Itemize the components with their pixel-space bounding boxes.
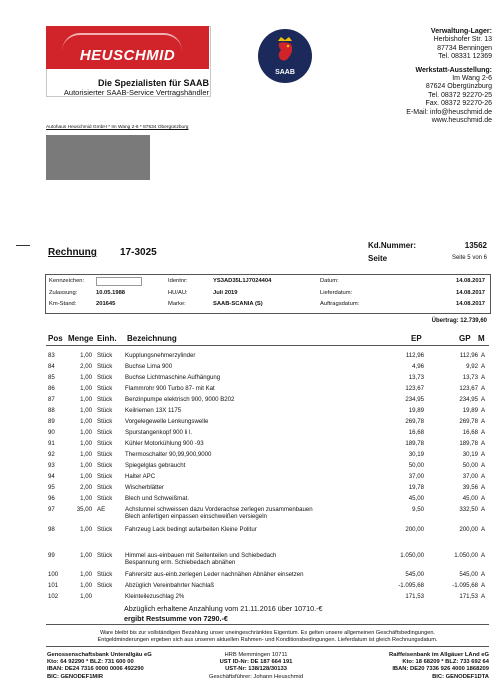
cell-ep: 9,50 (412, 506, 424, 513)
cell-einh: Stück (97, 552, 113, 559)
identnr-label: Identnr: (168, 278, 188, 284)
kennzeichen-label: Kennzeichen: (49, 278, 85, 284)
cell-m: A (481, 407, 486, 414)
registry-ust-nr: UST-Nr: 138/128/30133 (225, 666, 287, 673)
redacted-recipient-address (46, 135, 150, 180)
cell-bez: Kupplungsnehmerzylinder (125, 352, 196, 359)
cell-ep: 37,00 (408, 473, 424, 480)
saab-logo-text: SAAB (275, 69, 295, 76)
footer-divider (46, 646, 489, 647)
bank1-kto: Kto: 64 92290 * BLZ: 731 600 00 (47, 659, 134, 666)
bank2-block (351, 652, 489, 681)
address-line: Verwaltung-Lager: (430, 28, 492, 35)
cell-gp: 269,78 (459, 418, 478, 425)
cell-einh: Stück (97, 374, 113, 381)
customer-number-value: 13562 (464, 241, 487, 250)
lieferdatum-value: 14.08.2017 (455, 290, 485, 296)
cell-menge: 1,00 (80, 396, 92, 403)
cell-m: A (481, 526, 486, 533)
cell-bez: Vorgelegewelle Lenkungswelle (125, 418, 209, 425)
address-line: 87734 Benningen (437, 44, 492, 52)
cell-bez: Achstunnel schweissen dazu Vorderachse zerlegen zusammenbauen (125, 506, 313, 513)
kennzeichen-field (96, 277, 142, 286)
cell-ep: 13,73 (408, 374, 424, 381)
carryover-total: Übertrag: 12.739,60 (431, 318, 487, 324)
identnr-value: YS3AD35L1J7024404 (213, 278, 272, 284)
cell-einh: Stück (97, 451, 113, 458)
cell-gp: 37,00 (462, 473, 478, 480)
cell-gp: 19,89 (462, 407, 478, 414)
terms-line-1: Ware bleibt bis zur vollständigen Bezahlung unser uneingeschränktes Eigentum. Es gelten unsere allgemeinen Geschäftsbedingungen. (99, 630, 435, 636)
cell-ep: 171,53 (405, 593, 424, 600)
cell-einh: Stück (97, 440, 113, 447)
cell-menge: 1,00 (80, 440, 92, 447)
cell-menge: 1,00 (80, 473, 92, 480)
cell-pos: 85 (48, 374, 55, 381)
cell-bez: Flammrohr 900 Turbo 87- mit Kat (125, 385, 215, 392)
col-menge-header: Menge (68, 334, 94, 343)
cell-einh: Stück (97, 385, 113, 392)
col-bez-header: Bezeichnung (127, 334, 177, 343)
cell-pos: 102 (48, 593, 59, 600)
address-line: 87624 Obergünzburg (425, 83, 492, 91)
cell-bez: Keilriemen 13X 1175 (125, 407, 182, 414)
cell-ep: 200,00 (405, 526, 424, 533)
cell-m: A (481, 363, 486, 370)
cell-bez: Fahrersitz aus-einb.zerlegen Leder nachnähen Abnäher einsetzen (125, 571, 304, 578)
cell-ep: -1.095,68 (398, 582, 424, 589)
cell-bez: Kleinteilezuschlag 2% (125, 593, 185, 600)
cell-bez: Kühler Motorkühlung 900 -93 (125, 440, 204, 447)
cell-menge: 1,00 (80, 385, 92, 392)
cell-m: A (481, 506, 486, 513)
cell-m: A (481, 396, 486, 403)
cell-menge: 1,00 (80, 462, 92, 469)
cell-menge: 1,00 (80, 552, 92, 559)
remaining-total: ergibt Restsumme von 7290.-€ (124, 614, 228, 623)
cell-pos: 101 (48, 582, 59, 589)
cell-menge: 1,00 (80, 451, 92, 458)
cell-bez: Buchse Lichtmaschine Aufhängung (125, 374, 221, 381)
cell-m: A (481, 484, 486, 491)
cell-ep: 545,00 (405, 571, 424, 578)
cell-ep: 112,96 (405, 352, 424, 359)
cell-gp: 112,96 (459, 352, 478, 359)
col-m-header: M (478, 334, 485, 343)
cell-gp: 200,00 (459, 526, 478, 533)
cell-bez: Fahrzeug Lack bedingt aufarbeiten Kleine Politur (125, 526, 257, 533)
lieferdatum-label: Lieferdatum: (320, 290, 353, 296)
cell-m: A (481, 473, 486, 480)
cell-einh: Stück (97, 495, 113, 502)
bank2-iban: IBAN: DE20 7336 926 4000 1868209 (392, 666, 489, 673)
bank2-bic: BIC: GENODEF1DTA (432, 673, 489, 680)
cell-gp: 1.050,00 (454, 552, 478, 559)
cell-menge: 1,00 (80, 352, 92, 359)
page-label: Seite (368, 254, 388, 263)
registry-ust-id: UST ID-Nr: DE 187 664 191 (219, 659, 293, 666)
cell-bez: Halter APC (125, 473, 156, 480)
cell-gp: 13,73 (462, 374, 478, 381)
cell-einh: Stück (97, 363, 113, 370)
cell-ep: 123,67 (405, 385, 424, 392)
marke-label: Marke: (168, 301, 186, 307)
cell-ep: 4,96 (412, 363, 424, 370)
cell-m: A (481, 593, 486, 600)
cell-menge: 35,00 (76, 506, 92, 513)
col-ep-header: EP (411, 334, 422, 343)
col-gp-header: GP (459, 334, 471, 343)
bank2-name: Raiffeisenbank im Allgäuer LAnd eG (389, 652, 489, 658)
cell-pos: 84 (48, 363, 55, 370)
cell-pos: 95 (48, 484, 55, 491)
cell-menge: 1,00 (80, 571, 92, 578)
cell-pos: 88 (48, 407, 55, 414)
cell-m: A (481, 582, 486, 589)
cell-menge: 1,00 (80, 593, 92, 600)
datum-label: Datum: (320, 278, 339, 284)
address-line: www.heuschmid.de (431, 117, 492, 124)
cell-gp: 16,68 (462, 429, 478, 436)
registry-hrb: HRB Memmingen 10711 (224, 652, 288, 658)
cell-gp: 9,92 (466, 363, 478, 370)
cell-pos: 94 (48, 473, 55, 480)
cell-gp: 39,56 (462, 484, 478, 491)
company-registry-block (196, 652, 316, 681)
cell-bez: Himmel aus-einbauen mit Seitenteilen und Schiebedach (125, 552, 277, 559)
cell-gp: 30,19 (462, 451, 478, 458)
table-bottom-divider (46, 624, 489, 625)
cell-bez: Spiegelglas gebraucht (125, 462, 186, 469)
auftragsdatum-value: 14.08.2017 (455, 301, 485, 307)
cell-pos: 99 (48, 552, 55, 559)
cell-m: A (481, 352, 486, 359)
cell-m: A (481, 374, 486, 381)
cell-menge: 1,00 (80, 582, 92, 589)
cell-menge: 1,00 (80, 495, 92, 502)
cell-ep: 16,68 (408, 429, 424, 436)
zulassung-label: Zulassung: (49, 290, 78, 296)
cell-einh: Stück (97, 473, 113, 480)
cell-einh: Stück (97, 352, 113, 359)
address-line: Tel. 08372 92270-25 (428, 91, 492, 99)
cell-m: A (481, 462, 486, 469)
cell-m: A (481, 571, 486, 578)
cell-bez-continued: Bespannung erm. Schiebedach abnähen (125, 559, 236, 566)
kmstand-value: 201645 (96, 301, 116, 307)
bank1-bic: BIC: GENODEF1MIR (47, 673, 104, 680)
cell-menge: 1,00 (80, 407, 92, 414)
cell-menge: 2,00 (80, 484, 92, 491)
cell-pos: 93 (48, 462, 55, 469)
huau-label: HU/AU: (168, 290, 188, 296)
cell-m: A (481, 495, 486, 502)
cell-bez: Blech und Schweißmat. (125, 495, 190, 502)
cell-bez: Thermoschalter 90,99,900,9000 (125, 451, 212, 458)
cell-einh: Stück (97, 418, 113, 425)
cell-bez: Spurstangenkopf 900 li l. (125, 429, 193, 436)
zulassung-value: 10.05.1988 (96, 290, 126, 296)
address-line: Werkstatt-Ausstellung: (415, 66, 492, 74)
address-line: Fax. 08372 92270-26 (425, 100, 492, 108)
cell-gp: 171,53 (459, 593, 478, 600)
cell-pos: 90 (48, 429, 55, 436)
cell-einh: Stück (97, 396, 113, 403)
company-tagline: Die Spezialisten für SAAB (97, 78, 209, 88)
logo-text: HEUSCHMID (79, 47, 176, 64)
cell-einh: AE (97, 506, 106, 513)
cell-pos: 98 (48, 526, 55, 533)
cell-bez-continued: Blech anfertigen einpassen einschweißen versiegeln (125, 513, 267, 520)
cell-menge: 2,00 (80, 363, 92, 370)
datum-value: 14.08.2017 (455, 278, 485, 284)
cell-einh: Stück (97, 484, 113, 491)
cell-menge: 1,00 (80, 526, 92, 533)
marke-value: SAAB-SCANIA (S) (213, 301, 263, 307)
cell-m: A (481, 418, 486, 425)
cell-gp: 50,00 (462, 462, 478, 469)
cell-ep: 234,95 (405, 396, 424, 403)
terms-line-2: Entgeldminderungen ergeben sich aus unseren aktuellen Rahmen- und Konditionsbedingungen. Lieferdatum ist gleich Rechnungsdatum. (97, 637, 438, 643)
bank1-block (47, 652, 152, 681)
cell-bez: Benzinpumpe elektrisch 900, 9000 B202 (125, 396, 235, 403)
griffin-icon (268, 37, 302, 67)
cell-pos: 87 (48, 396, 55, 403)
cell-ep: 1.050,00 (400, 552, 424, 559)
cell-gp: 545,00 (459, 571, 478, 578)
bank1-iban: IBAN: DE24 7316 0000 0006 492290 (47, 666, 144, 673)
huau-value: Juli 2019 (213, 290, 238, 296)
cell-pos: 100 (48, 571, 59, 578)
cell-einh: Stück (97, 582, 113, 589)
cell-ep: 19,89 (408, 407, 424, 414)
cell-pos: 86 (48, 385, 55, 392)
page-value: Seite 5 von 6 (451, 255, 487, 261)
address-line: Tel. 08331 12369 (438, 53, 492, 61)
cell-bez: Wischerblätter (125, 484, 164, 491)
address-line: Im Wang 2-6 (452, 75, 492, 82)
cell-pos: 97 (48, 506, 55, 513)
cell-ep: 269,78 (405, 418, 424, 425)
address-line: E-Mail: info@heuschmid.de (406, 108, 492, 116)
cell-bez: Buchse Lima 900 (125, 363, 173, 370)
cell-gp: 332,50 (459, 506, 478, 513)
fold-mark (16, 245, 30, 246)
cell-gp: -1.095,68 (452, 582, 478, 589)
cell-pos: 92 (48, 451, 55, 458)
invoice-title: Rechnung (48, 247, 97, 258)
registry-managing-director: Geschäftsführer: Johann Heuschmid (208, 673, 304, 680)
table-header-divider (46, 345, 489, 346)
cell-ep: 19,78 (408, 484, 424, 491)
cell-ep: 50,00 (408, 462, 424, 469)
auftragsdatum-label: Auftragsdatum: (320, 301, 360, 307)
bank2-kto: Kto: 18 68209 * BLZ: 733 692 64 (402, 659, 489, 666)
cell-bez: Abzüglich Vereinbahrter Nachlaß (125, 582, 215, 589)
sender-line: Autohaus Heuschmid GmbH * Im Wang 2-6 * 87634 Obergünzburg (46, 125, 189, 130)
bank1-name: Genossenschaftsbank Unterallgäu eG (47, 652, 152, 658)
cell-pos: 91 (48, 440, 55, 447)
cell-ep: 189,78 (405, 440, 424, 447)
cell-ep: 30,19 (408, 451, 424, 458)
cell-m: A (481, 552, 486, 559)
cell-gp: 234,95 (459, 396, 478, 403)
cell-menge: 1,00 (80, 429, 92, 436)
cell-einh: Stück (97, 571, 113, 578)
cell-ep: 45,00 (408, 495, 424, 502)
cell-m: A (481, 440, 486, 447)
customer-number-label: Kd.Nummer: (368, 241, 417, 250)
invoice-number: 17-3025 (120, 247, 157, 258)
cell-m: A (481, 385, 486, 392)
cell-menge: 1,00 (80, 374, 92, 381)
cell-einh: Stück (97, 526, 113, 533)
col-einh-header: Einh. (97, 334, 117, 343)
cell-menge: 1,00 (80, 418, 92, 425)
cell-pos: 96 (48, 495, 55, 502)
cell-m: A (481, 451, 486, 458)
cell-einh: Stück (97, 462, 113, 469)
company-subtagline: Autorisierter SAAB-Service Vertragshändler (63, 88, 209, 97)
cell-m: A (481, 429, 486, 436)
cell-gp: 45,00 (462, 495, 478, 502)
cell-einh: Stück (97, 407, 113, 414)
cell-gp: 123,67 (459, 385, 478, 392)
cell-pos: 83 (48, 352, 55, 359)
cell-gp: 189,78 (459, 440, 478, 447)
address-line: Herbishofer Str. 13 (433, 36, 492, 44)
kmstand-label: Km-Stand: (49, 301, 77, 307)
cell-einh: Stück (97, 429, 113, 436)
cell-pos: 89 (48, 418, 55, 425)
col-pos-header: Pos (48, 334, 63, 343)
deposit-line: Abzüglich erhaltene Anzahlung vom 21.11.2016 über 10710.-€ (124, 604, 323, 613)
